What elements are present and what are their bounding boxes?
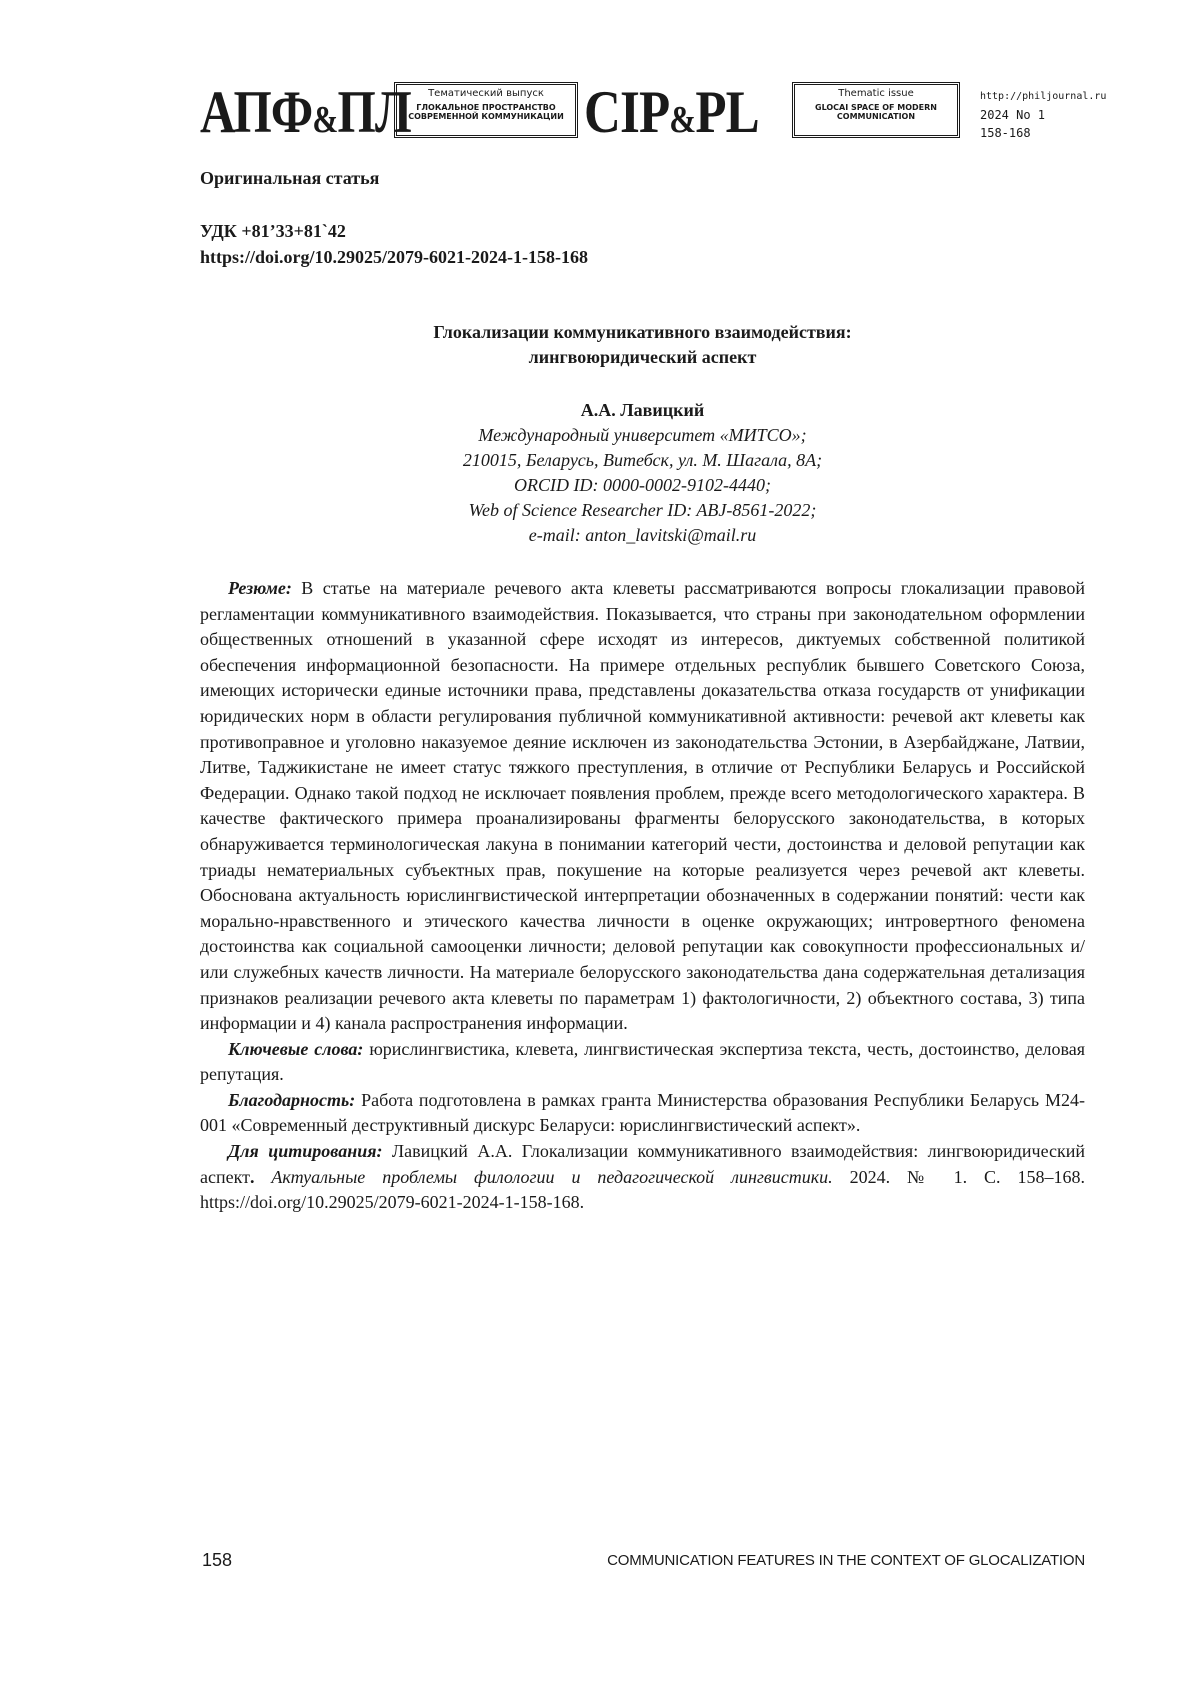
logo-ru-part-a: АПФ xyxy=(200,79,313,145)
article-title xyxy=(200,320,1085,370)
logo-en-part-a: CIP xyxy=(584,79,670,145)
acknowledgement-label: Благодарность: xyxy=(228,1089,356,1110)
citation-paragraph xyxy=(200,1139,1085,1216)
journal-logo-en xyxy=(584,80,759,152)
author-address: 210015, Беларусь, Витебск, ул. М. Шагала, 8А; xyxy=(462,450,823,470)
acknowledgement-text: Работа подготовлена в рамках гранта Министерства образования Республики Беларусь М24-001 «Современный деструктивный дискурс Беларуси: юрислингвистический аспект». xyxy=(200,1089,1085,1136)
keywords-paragraph xyxy=(200,1037,1085,1088)
logo-ampersand: & xyxy=(669,99,696,141)
journal-logo-ru xyxy=(200,80,411,152)
author-block xyxy=(200,398,1085,548)
abstract-text: В статье на материале речевого акта клеветы рассматриваются вопросы глокализации правовой регламентации коммуникативного взаимодействия. Показывается, что страны при законодательном оформлении общественных отношений в указанной сфере исходят из интересов, диктуемых собственной политикой обеспечения информационной безопасности. На примере отдельных республик бывшего Советского Союза, имеющих исторически единые источники права, представлены доказательства отказа государств от унификации юридических норм в области регулирования публичной коммуникативной активности: речевой акт клеветы как противоправное и уголовно наказуемое деяние исключен из законодательства Эстонии, в Азербайджане, Латвии, Литве, Таджикистане не имеет статус тяжкого преступления, в отличие от Республики Беларусь и Российской Федерации. Однако такой подход не исключает появления проблем, прежде всего методологического характера. В качестве фактического примера проанализированы фрагменты белорусского законодательства, в которых обнаруживается терминологическая лакуна в понимании категорий чести, достоинства и деловой репутации как триады нематериальных субъектных прав, покушение на которые реализуется через речевой акт клеветы. Обоснована актуальность юрислингвистической интерпретации обозначенных в содержании понятий: чести как морально-нравственного и этического качества личности в оценке окружающих; интровертного феномена достоинства как социальной самооценки личности; деловой репутации как совокупности профессиональных и/или служебных качеств личности. На материале белорусского законодательства дана содержательная детализация признаков реализации речевого акта клеветы по параметрам 1) фактологичности, 2) объектного состава, 3) типа информации и 4) канала распространения информации. xyxy=(200,578,1085,1034)
citation-label: Для цитирования: xyxy=(228,1141,383,1162)
thematic-issue-box-en xyxy=(792,82,960,138)
logo-en-part-b: PL xyxy=(695,79,759,145)
issue-number: 2024 No 1 xyxy=(980,108,1046,122)
issue-meta xyxy=(980,88,1106,142)
logo-ampersand: & xyxy=(312,99,338,141)
keywords-label: Ключевые слова: xyxy=(228,1038,364,1059)
journal-url[interactable]: http://philjournal.ru xyxy=(980,91,1107,102)
citation-journal: Актуальные проблемы филологии и педагогической лингвистики. xyxy=(254,1166,833,1187)
page-number: 158 xyxy=(202,1550,233,1570)
page-range: 158-168 xyxy=(980,126,1031,140)
thematic-issue-title-ru: ГЛОКАЛЬНОЕ ПРОСТРАНСТВО СОВРЕМЕННОЙ КОММУНИКАЦИИ xyxy=(408,103,564,121)
doi-link[interactable]: https://doi.org/10.29025/2079-6021-2024-1-158-168 xyxy=(200,247,588,267)
udk-code: УДК +81’33+81`42 xyxy=(200,221,346,241)
logo-ru-part-b: ПЛ xyxy=(337,79,411,145)
thematic-issue-label-ru: Тематический выпуск xyxy=(428,88,544,99)
abstract-label: Резюме: xyxy=(228,578,292,598)
author-email[interactable]: e-mail: anton_lavitski@mail.ru xyxy=(528,525,757,545)
journal-header xyxy=(200,79,1107,145)
thematic-issue-box-ru xyxy=(394,82,578,138)
article-type: Оригинальная статья xyxy=(200,168,380,188)
author-orcid: ORCID ID: 0000-0002-9102-4440; xyxy=(514,475,771,495)
running-title: COMMUNICATION FEATURES IN THE CONTEXT OF GLOCALIZATION xyxy=(607,1552,1085,1569)
article-title-line: Глокализации коммуникативного взаимодействия: xyxy=(433,322,852,342)
thematic-issue-title-en: GLOCAI SPACE OF MODERN COMMUNICATION xyxy=(815,103,937,121)
citation-dot: . xyxy=(249,1166,255,1187)
citation-details: 2024. № 1. С. 158–168. https://doi.org/10.29025/2079-6021-2024-1-158-168. xyxy=(200,1166,1085,1213)
abstract-paragraph xyxy=(200,576,1085,1037)
udk-doi-block xyxy=(200,218,588,270)
author-wos-id: Web of Science Researcher ID: ABJ-8561-2022; xyxy=(468,500,817,520)
thematic-issue-label-en: Thematic issue xyxy=(838,88,914,99)
author-name: А.А. Лавицкий xyxy=(580,400,705,420)
acknowledgement-paragraph xyxy=(200,1088,1085,1139)
citation-text: Лавицкий А.А. Глокализации коммуникативного взаимодействия: лингвоюридический аспект xyxy=(200,1141,1086,1187)
article-title-line: лингвоюридический аспект xyxy=(528,347,757,367)
article-front-matter xyxy=(200,576,1085,1216)
keywords-text: юрислингвистика, клевета, лингвистическая экспертиза текста, честь, достоинство, деловая репутация. xyxy=(200,1038,1085,1085)
author-affiliation: Международный университет «МИТСО»; xyxy=(478,425,807,445)
